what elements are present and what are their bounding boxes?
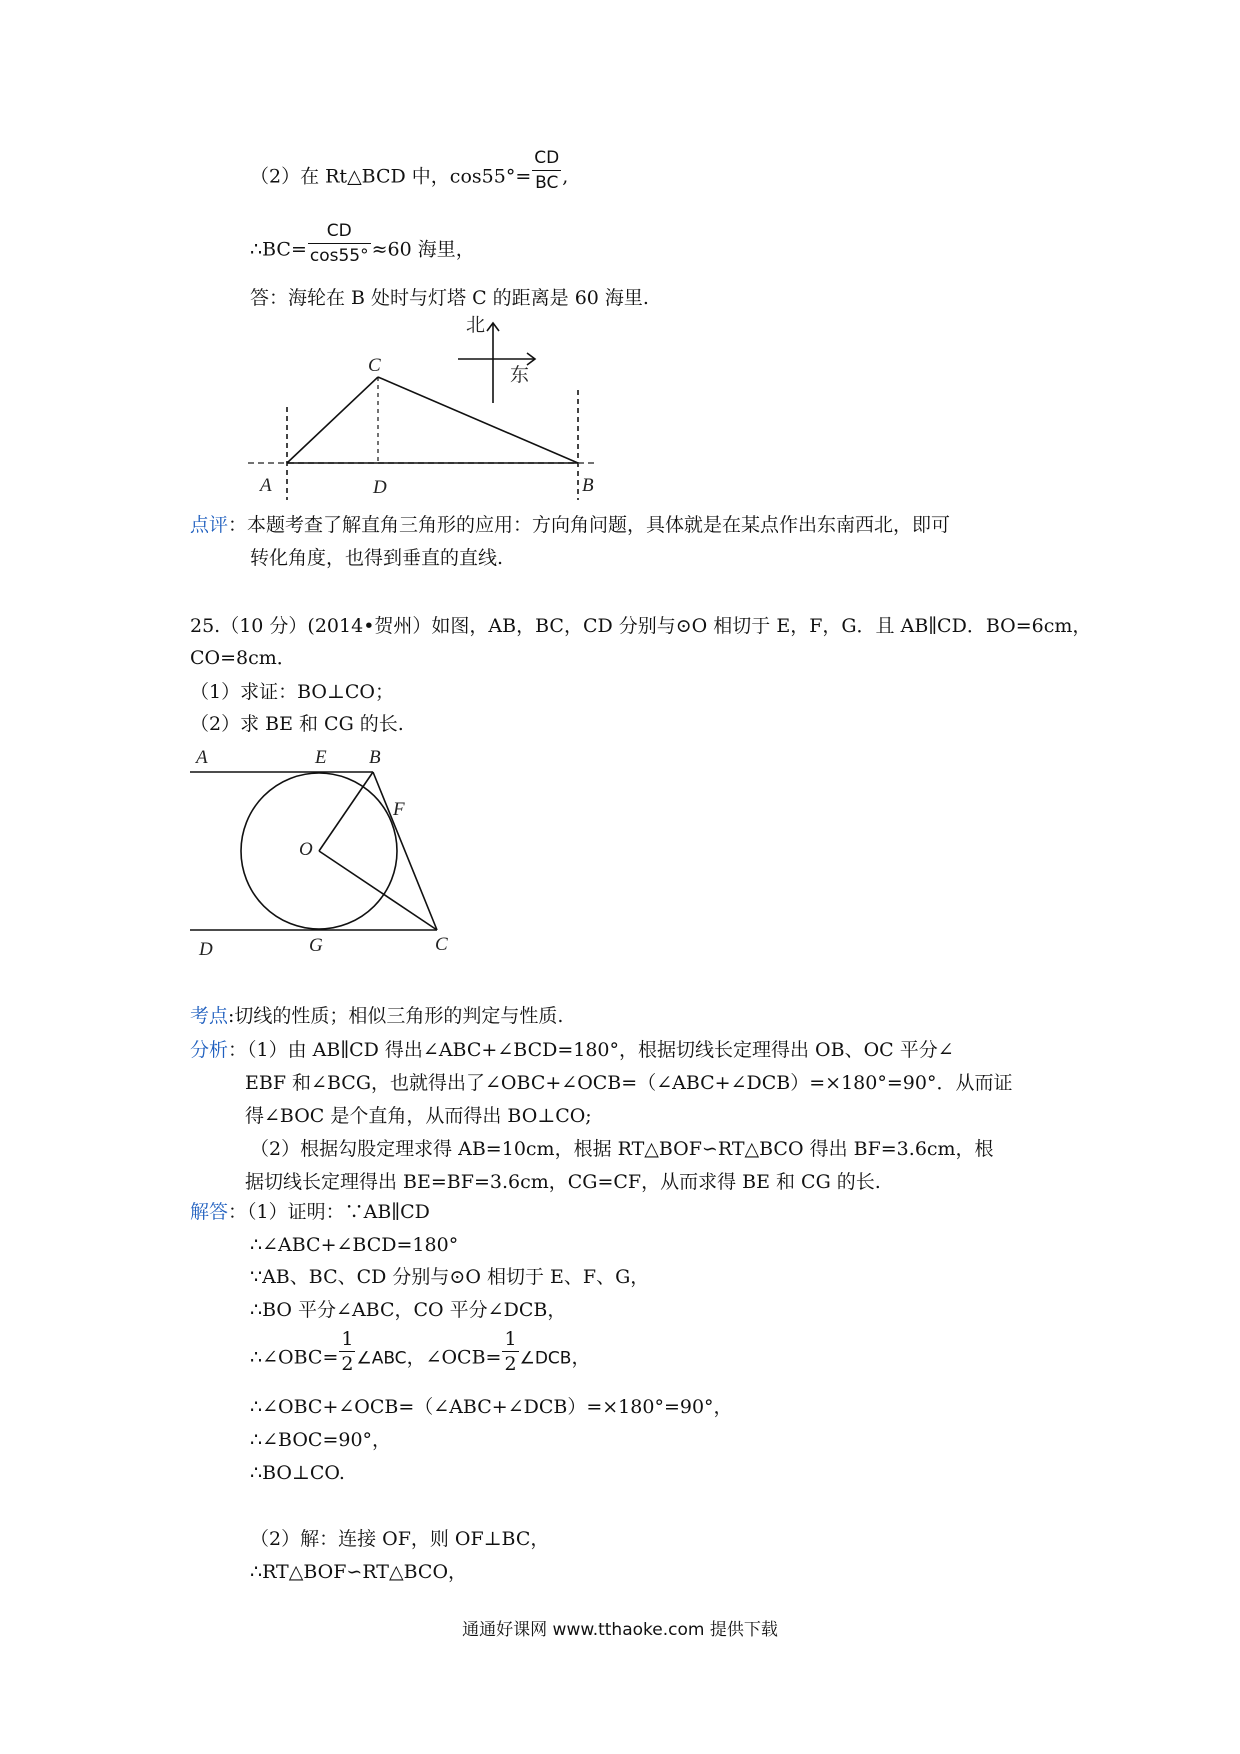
kaodian-line: 考点:切线的性质；相似三角形的判定与性质.: [190, 1005, 564, 1027]
label-a: A: [196, 747, 208, 768]
jieda-tag: 解答: [190, 1201, 229, 1223]
figure-triangle-acb: [240, 315, 610, 500]
label-a: A: [260, 475, 272, 496]
problem25-question-2: （2）求 BE 和 CG 的长.: [190, 713, 404, 735]
comment-line-2: 转化角度，也得到垂直的直线.: [250, 547, 504, 569]
label-f: F: [393, 799, 405, 820]
comment-tag: 点评: [190, 514, 229, 536]
fenxi-line-3: 得∠BOC 是个直角，从而得出 BO⊥CO;: [245, 1105, 592, 1127]
fraction-one-half-a: $\frac{1}{2}$: [341, 1328, 354, 1375]
fenxi-line-5: 据切线长定理得出 BE=BF=3.6cm，CG=CF，从而求得 BE 和 CG 的长.: [245, 1171, 881, 1193]
problem25-question-1: （1）求证：BO⊥CO；: [190, 681, 394, 703]
label-d: D: [199, 939, 213, 960]
jieda-line-1: 解答：（1）证明：∵AB∥CD: [190, 1201, 430, 1223]
jieda-line-5: ∴∠OBC= $\frac{1}{2}$ ∠ABC，∠OCB= $\frac{1}{2}$ ∠DCB，: [250, 1328, 591, 1375]
label-e: E: [315, 747, 327, 768]
part2-line-cos: （2）在 Rt△BCD 中，cos55°= $\frac{CD}{BC}$ ,: [250, 148, 569, 193]
segment-ob: [319, 772, 373, 851]
comment-line-1: 点评：本题考查了解直角三角形的应用：方向角问题，具体就是在某点作出东南西北，即可: [190, 514, 951, 536]
part2-answer: 答：海轮在 B 处时与灯塔 C 的距离是 60 海里.: [250, 287, 649, 309]
jieda-line-2: ∴∠ABC+∠BCD=180°: [250, 1234, 459, 1256]
label-g: G: [309, 935, 323, 956]
fenxi-line-1: 分析：（1）由 AB∥CD 得出∠ABC+∠BCD=180°，根据切线长定理得出 OB、OC 平分∠: [190, 1039, 954, 1061]
label-c: C: [435, 934, 448, 955]
segment-ac: [287, 377, 378, 463]
segment-bc: [373, 772, 437, 930]
fraction-one-half-b: $\frac{1}{2}$: [504, 1328, 517, 1375]
label-b: B: [369, 747, 381, 768]
fenxi-line-2: EBF 和∠BCG，也就得出了∠OBC+∠OCB=（∠ABC+∠DCB）=×180°=90°．从而证: [245, 1072, 1013, 1094]
part2-bc-text: ∴BC=: [250, 238, 307, 261]
label-d: D: [373, 477, 387, 498]
figure-circle-tangent: [185, 745, 455, 970]
jieda-line-4: ∴BO 平分∠ABC，CO 平分∠DCB，: [250, 1299, 567, 1321]
jieda-line-8: ∴BO⊥CO.: [250, 1462, 345, 1484]
fraction-cd-bc: $\frac{CD}{BC}$: [534, 148, 560, 193]
label-c: C: [368, 355, 381, 376]
label-b: B: [582, 475, 594, 496]
kaodian-tag: 考点: [190, 1005, 229, 1027]
fenxi-line-4: （2）根据勾股定理求得 AB=10cm，根据 RT△BOF∽RT△BCO 得出 BF=3.6cm，根: [250, 1138, 994, 1160]
segment-oc: [319, 851, 437, 930]
label-o: O: [299, 839, 313, 860]
compass-east-label: 东: [510, 364, 530, 386]
jieda-line-6: ∴∠OBC+∠OCB=（∠ABC+∠DCB）=×180°=90°，: [250, 1396, 733, 1418]
problem25-stem-2: CO=8cm．: [190, 647, 296, 669]
problem25-stem-1: 25.（10 分）(2014•贺州）如图，AB，BC，CD 分别与⊙O 相切于 E，F，G．且 AB∥CD．BO=6cm，: [190, 615, 1092, 637]
page-footer: 通通好课网 www.tthaoke.com 提供下载: [462, 1620, 778, 1640]
jieda-line-9: （2）解：连接 OF，则 OF⊥BC，: [250, 1528, 550, 1550]
fraction-cd-cos55: $\frac{CD}{\cos 55^\circ}$: [309, 221, 369, 266]
part2-cos-text: （2）在 Rt△BCD 中，cos55°=: [250, 165, 532, 188]
jieda-line-10: ∴RT△BOF∽RT△BCO，: [250, 1561, 468, 1583]
segment-cb: [378, 377, 578, 463]
compass-north-label: 北: [466, 314, 486, 336]
jieda-line-3: ∵AB、BC、CD 分别与⊙O 相切于 E、F、G，: [250, 1266, 650, 1288]
fenxi-tag: 分析: [190, 1039, 229, 1061]
part2-line-bc: ∴BC= $\frac{CD}{\cos 55^\circ}$ ≈60 海里，: [250, 221, 475, 266]
jieda-line-7: ∴∠BOC=90°，: [250, 1429, 392, 1451]
